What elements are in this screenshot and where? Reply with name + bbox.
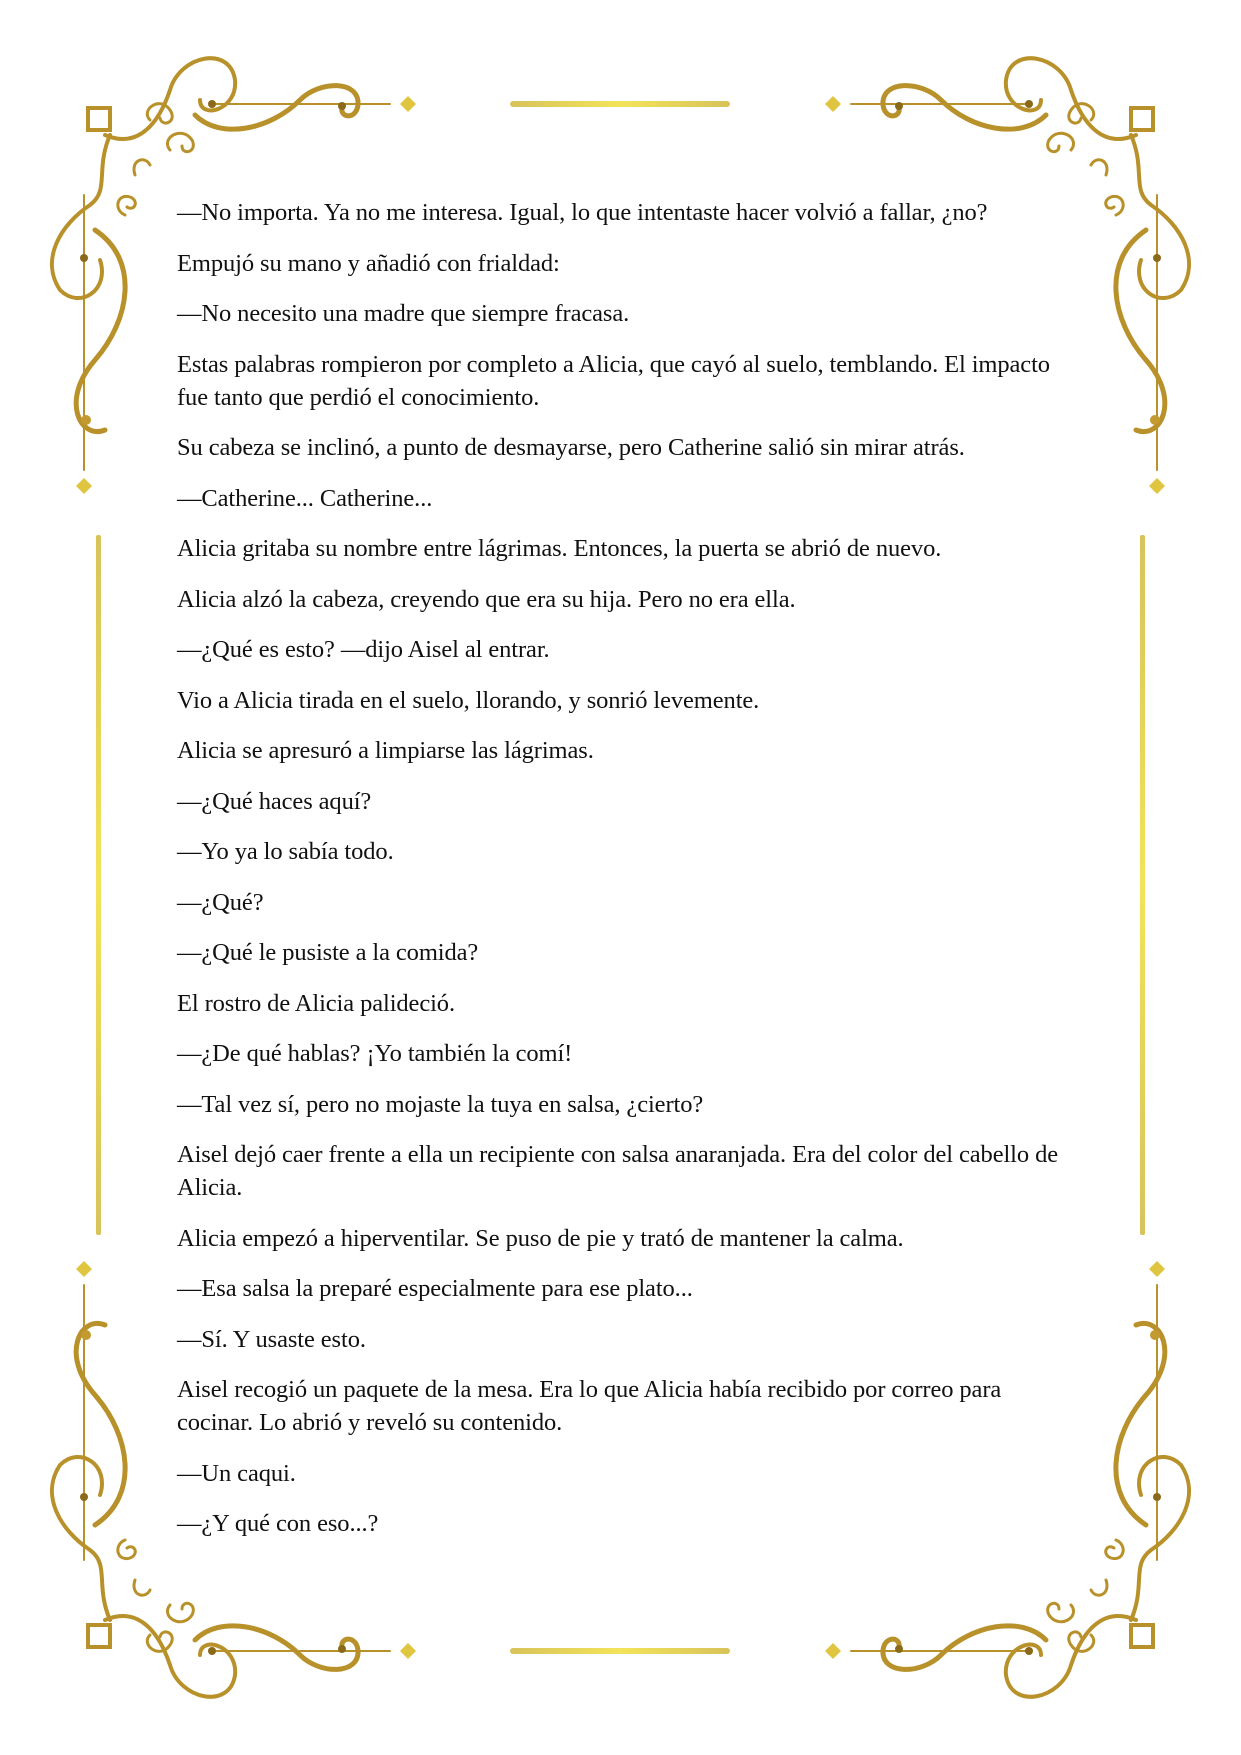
paragraph: Alicia empezó a hiperventilar. Se puso de pie y trató de mantener la calma. bbox=[177, 1224, 904, 1252]
document-body bbox=[177, 196, 1077, 1558]
paragraph: Su cabeza se inclinó, a punto de desmayarse, pero Catherine salió sin mirar atrás. bbox=[177, 434, 965, 461]
paragraph: —¿Qué? bbox=[177, 888, 264, 916]
paragraph: Alicia se apresuró a limpiarse las lágrimas. bbox=[177, 737, 594, 764]
paragraph: Alicia gritaba su nombre entre lágrimas. Entonces, la puerta se abrió de nuevo. bbox=[177, 535, 942, 562]
paragraph: —Tal vez sí, pero no mojaste la tuya en salsa, ¿cierto? bbox=[177, 1090, 704, 1118]
paragraph: Vio a Alicia tirada en el suelo, llorando, y sonrió levemente. bbox=[177, 686, 760, 714]
paragraph: Alicia alzó la cabeza, creyendo que era su hija. Pero no era ella. bbox=[177, 585, 796, 613]
paragraph: —¿Qué es esto? —dijo Aisel al entrar. bbox=[177, 636, 550, 663]
paragraph: —Sí. Y usaste esto. bbox=[177, 1325, 366, 1353]
paragraph: —No necesito una madre que siempre fracasa. bbox=[177, 300, 630, 327]
paragraph: Empujó su mano y añadió con frialdad: bbox=[177, 249, 560, 277]
paragraph: —Catherine... Catherine... bbox=[177, 484, 433, 512]
paragraph: —¿Qué le pusiste a la comida? bbox=[177, 939, 479, 966]
paragraph: El rostro de Alicia palideció. bbox=[177, 989, 455, 1017]
paragraph: —¿De qué hablas? ¡Yo también la comí! bbox=[177, 1040, 573, 1067]
paragraph: Estas palabras rompieron por completo a Alicia, que cayó al suelo, temblando. El impacto fue tanto que perdió el conocimiento. bbox=[177, 350, 1050, 411]
paragraph: —Un caqui. bbox=[177, 1459, 296, 1487]
paragraph: —¿Qué haces aquí? bbox=[177, 787, 372, 815]
paragraph: Aisel recogió un paquete de la mesa. Era lo que Alicia había recibido por correo para cocinar. Lo abrió y reveló su contenido. bbox=[177, 1376, 1002, 1436]
paragraph: —Esa salsa la preparé especialmente para ese plato... bbox=[177, 1275, 693, 1302]
paragraph: —No importa. Ya no me interesa. Igual, lo que intentaste hacer volvió a fallar, ¿no? bbox=[177, 199, 988, 226]
paragraph: Aisel dejó caer frente a ella un recipiente con salsa anaranjada. Era del color del cabello de Alicia. bbox=[177, 1141, 1058, 1201]
paragraph: —¿Y qué con eso...? bbox=[177, 1510, 379, 1537]
paragraph: —Yo ya lo sabía todo. bbox=[177, 838, 394, 865]
